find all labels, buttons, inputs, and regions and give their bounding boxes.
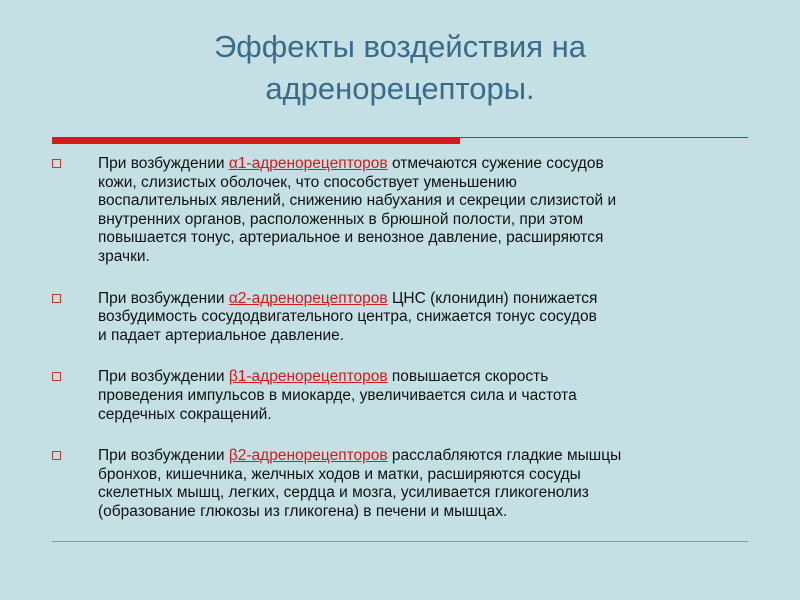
bullet-text: повышается скорость <box>387 368 549 386</box>
title-divider-thin <box>460 137 748 138</box>
bullet-beta1 <box>52 368 752 424</box>
bullet-text: При возбуждении <box>98 155 229 172</box>
bullet-text: При возбуждении <box>98 368 229 386</box>
footer-divider <box>52 541 748 542</box>
bullet-line: повышается тонус, артериальное и венозное давление, расширяются <box>98 229 604 247</box>
bullet-text: При возбуждении <box>98 289 229 307</box>
link-beta2-receptors[interactable]: β2-адренорецепторов <box>228 447 388 465</box>
link-alpha2-receptors[interactable]: α2-адренорецепторов <box>228 289 388 307</box>
square-bullet-icon <box>52 294 61 303</box>
bullet-line <box>98 368 752 387</box>
bullet-line: бронхов, кишечника, желчных ходов и матки, расширяются сосуды <box>98 465 581 483</box>
bullet-line: скелетных мышц, легких, сердца и мозга, усиливается гликогенолиз <box>98 484 589 502</box>
title-line-2: адренорецепторы. <box>265 71 535 106</box>
bullet-line <box>98 447 752 466</box>
bullet-line: воспалительных явлений, снижению набухания и секреции слизистой и <box>98 192 617 210</box>
square-bullet-icon <box>52 451 61 460</box>
bullet-line <box>98 290 752 309</box>
bullet-line: возбудимость сосудодвигательного центра, снижается тонус сосудов <box>98 308 597 326</box>
link-beta1-receptors[interactable]: β1-адренорецепторов <box>228 368 388 386</box>
bullet-alpha1 <box>52 155 752 267</box>
bullet-text: расслабляются гладкие мышцы <box>387 447 622 465</box>
bullet-line: внутренних органов, расположенных в брюшной полости, при этом <box>98 210 584 228</box>
bullet-line <box>98 155 752 174</box>
title-divider-thick <box>52 137 460 144</box>
square-bullet-icon <box>52 159 61 168</box>
bullet-line: проведения импульсов в миокарде, увеличивается сила и частота <box>98 386 577 404</box>
bullet-line: сердечных сокращений. <box>98 405 272 423</box>
bullet-line: зрачки. <box>98 247 150 265</box>
title-line-1: Эффекты воздействия на <box>214 29 586 64</box>
bullet-text: отмечаются сужение сосудов <box>387 155 604 172</box>
link-alpha1-receptors[interactable]: α1-адренорецепторов <box>228 155 388 172</box>
bullet-list <box>52 155 752 545</box>
square-bullet-icon <box>52 372 61 381</box>
bullet-text: ЦНС (клонидин) понижается <box>387 289 598 307</box>
bullet-line: (образование глюкозы из гликогена) в печени и мышцах. <box>98 502 508 520</box>
slide-title <box>100 26 700 110</box>
bullet-text: При возбуждении <box>98 447 229 465</box>
bullet-line: кожи, слизистых оболочек, что способствует уменьшению <box>98 173 517 191</box>
bullet-beta2 <box>52 447 752 521</box>
bullet-line: и падает артериальное давление. <box>98 326 345 344</box>
bullet-alpha2 <box>52 290 752 346</box>
